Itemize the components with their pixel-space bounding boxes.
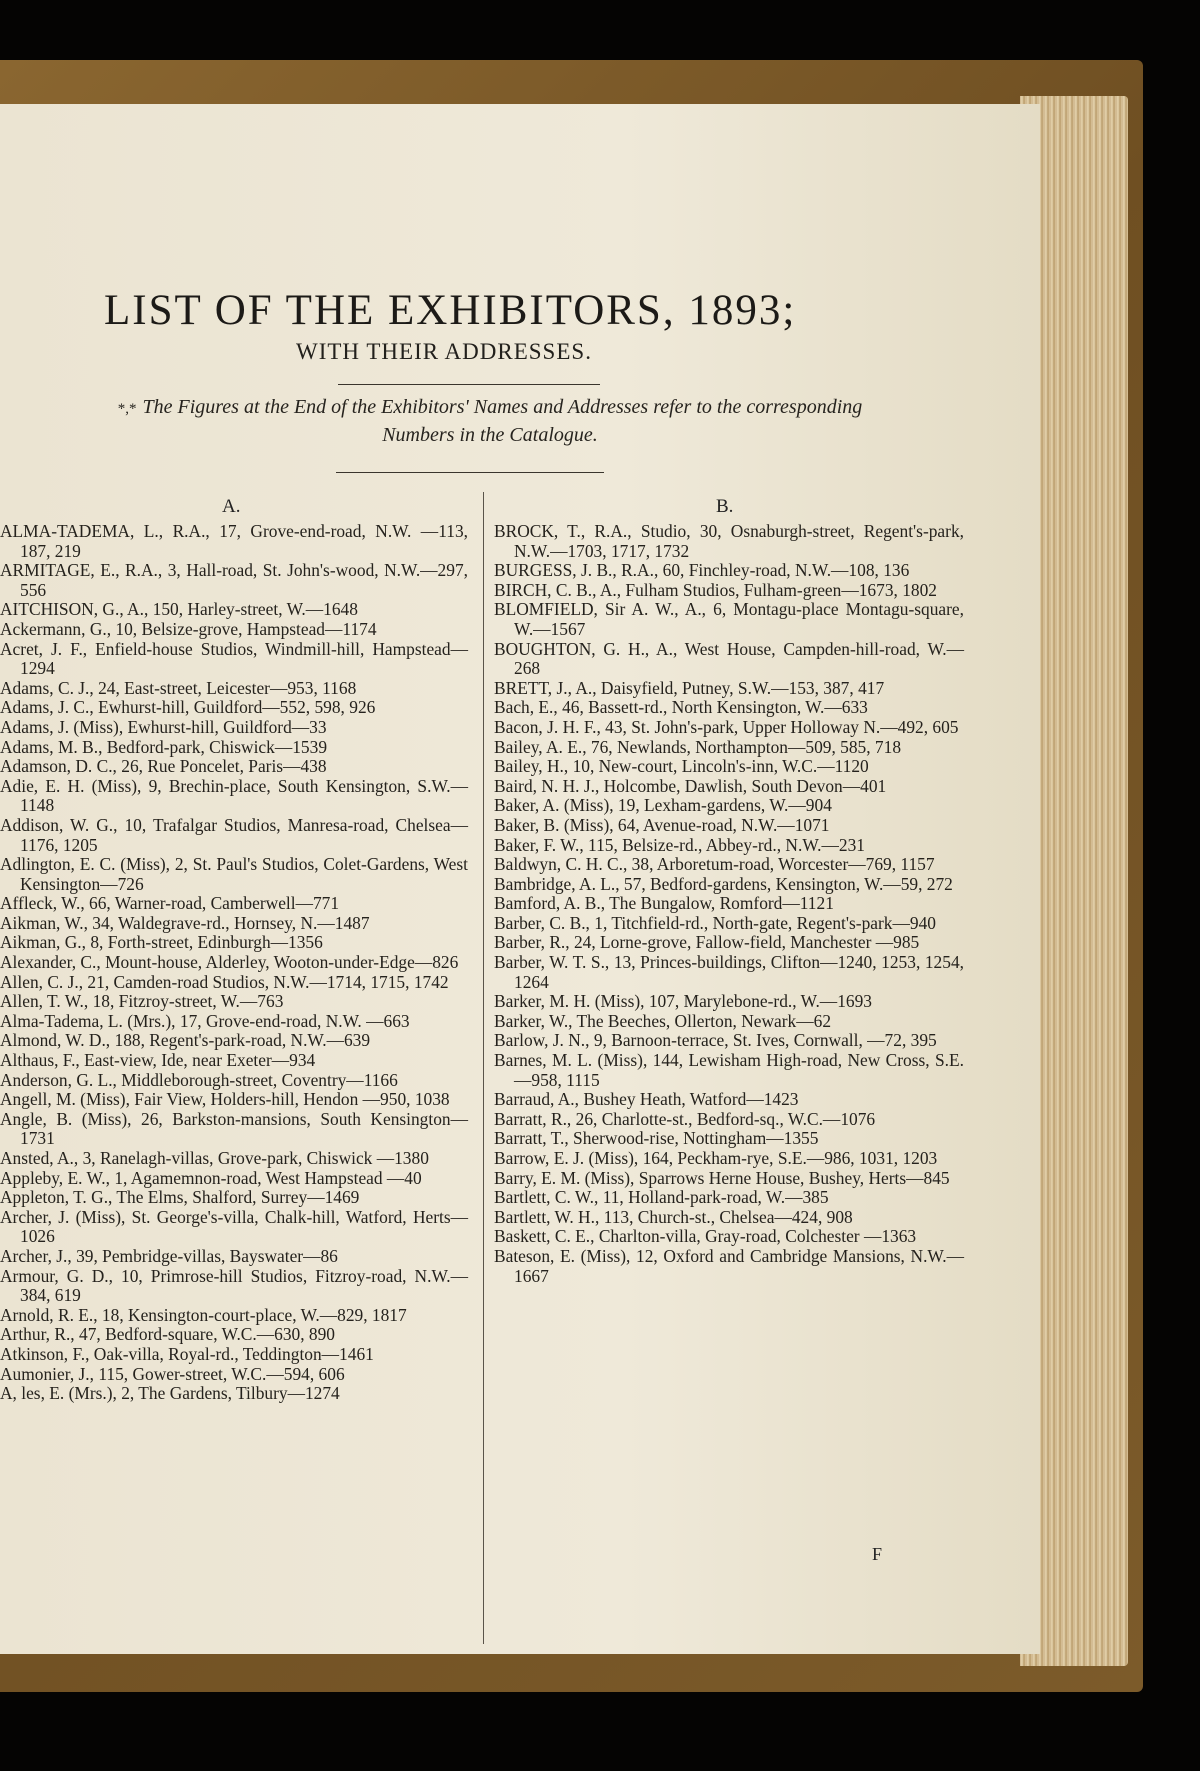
column-b bbox=[494, 522, 964, 1286]
exhibitor-entry: ARMITAGE, E., R.A., 3, Hall-road, St. John's-wood, N.W.—297, 556 bbox=[0, 560, 468, 600]
exhibitor-entry: Barratt, T., Sherwood-rise, Nottingham—1355 bbox=[494, 1128, 819, 1149]
exhibitor-entry: Barker, M. H. (Miss), 107, Marylebone-rd., W.—1693 bbox=[494, 991, 872, 1012]
exhibitor-entry: Aikman, W., 34, Waldegrave-rd., Hornsey, N.—1487 bbox=[0, 912, 370, 933]
exhibitor-entry: Bamford, A. B., The Bungalow, Romford—1121 bbox=[494, 893, 834, 914]
page-subtitle: WITH THEIR ADDRESSES. bbox=[296, 339, 592, 364]
column-b-letter: B. bbox=[716, 496, 734, 517]
catalogue-note bbox=[0, 394, 980, 448]
exhibitor-entry: BROCK, T., R.A., Studio, 30, Osnaburgh-street, Regent's-park, N.W.—1703, 1717, 1732 bbox=[494, 521, 964, 561]
exhibitor-entry: Alexander, C., Mount-house, Alderley, Wooton-under-Edge—826 bbox=[0, 952, 459, 973]
exhibitor-entry: Affleck, W., 66, Warner-road, Camberwell—771 bbox=[0, 893, 340, 914]
exhibitor-entry: Archer, J., 39, Pembridge-villas, Bayswater—86 bbox=[0, 1245, 338, 1266]
exhibitor-entry: Armour, G. D., 10, Primrose-hill Studios, Fitzroy-road, N.W.—384, 619 bbox=[0, 1265, 468, 1306]
exhibitor-entry: Barrow, E. J. (Miss), 164, Peckham-rye, S.E.—986, 1031, 1203 bbox=[494, 1148, 938, 1168]
exhibitor-entry: Alma-Tadema, L. (Mrs.), 17, Grove-end-road, N.W. —663 bbox=[0, 1010, 410, 1031]
top-rule bbox=[338, 384, 600, 385]
exhibitor-entry: Aikman, G., 8, Forth-street, Edinburgh—1356 bbox=[0, 932, 323, 953]
exhibitor-entry: Adams, J. (Miss), Ewhurst-hill, Guildford—33 bbox=[0, 716, 327, 737]
exhibitor-entry: Adamson, D. C., 26, Rue Poncelet, Paris—438 bbox=[0, 756, 327, 777]
exhibitor-entry: Arnold, R. E., 18, Kensington-court-place, W.—829, 1817 bbox=[0, 1304, 407, 1325]
exhibitor-entry: Ansted, A., 3, Ranelagh-villas, Grove-park, Chiswick —1380 bbox=[0, 1148, 429, 1168]
exhibitor-entry: Arthur, R., 47, Bedford-square, W.C.—630, 890 bbox=[0, 1324, 336, 1345]
note-line-2: Numbers in the Catalogue. bbox=[382, 424, 598, 446]
exhibitor-entry: Barker, W., The Beeches, Ollerton, Newark—62 bbox=[494, 1010, 832, 1031]
exhibitor-entry: Baird, N. H. J., Holcombe, Dawlish, South Devon—401 bbox=[494, 775, 887, 796]
note-mark: *,* bbox=[117, 401, 137, 417]
exhibitor-entry: BURGESS, J. B., R.A., 60, Finchley-road, N.W.—108, 136 bbox=[494, 560, 910, 581]
exhibitor-entry: A, les, E. (Mrs.), 2, The Gardens, Tilbury—1274 bbox=[0, 1383, 340, 1404]
exhibitor-entry: Appleby, E. W., 1, Agamemnon-road, West Hampstead —40 bbox=[0, 1167, 422, 1188]
exhibitor-entry: Bambridge, A. L., 57, Bedford-gardens, Kensington, W.—59, 272 bbox=[494, 873, 953, 894]
exhibitor-entry: Addison, W. G., 10, Trafalgar Studios, Manresa-road, Chelsea—1176, 1205 bbox=[0, 814, 468, 855]
signature-mark: F bbox=[872, 1544, 883, 1564]
exhibitor-entry: Barber, W. T. S., 13, Princes-buildings, Clifton—1240, 1253, 1254, 1264 bbox=[494, 952, 964, 992]
exhibitor-entry: Bacon, J. H. F., 43, St. John's-park, Upper Holloway N.—492, 605 bbox=[494, 716, 959, 737]
exhibitor-entry: Aumonier, J., 115, Gower-street, W.C.—594, 606 bbox=[0, 1363, 345, 1384]
note-line-1: The Figures at the End of the Exhibitors' Names and Addresses refer to the corresponding bbox=[142, 396, 863, 418]
exhibitor-entry: Angle, B. (Miss), 26, Barkston-mansions, South Kensington—1731 bbox=[0, 1108, 468, 1149]
page-title: LIST OF THE EXHIBITORS, 1893; bbox=[104, 287, 797, 334]
exhibitor-entry: Althaus, F., East-view, Ide, near Exeter—934 bbox=[0, 1050, 316, 1071]
exhibitor-entry: Barlow, J. N., 9, Barnoon-terrace, St. Ives, Cornwall, —72, 395 bbox=[494, 1030, 937, 1051]
exhibitor-entry: Barber, R., 24, Lorne-grove, Fallow-field, Manchester —985 bbox=[494, 932, 920, 953]
exhibitor-entry: Bailey, H., 10, New-court, Lincoln's-inn, W.C.—1120 bbox=[494, 756, 869, 777]
exhibitor-entry: Adams, J. C., Ewhurst-hill, Guildford—552, 598, 926 bbox=[0, 697, 376, 718]
exhibitor-entry: Baker, A. (Miss), 19, Lexham-gardens, W.—904 bbox=[494, 795, 832, 816]
exhibitor-entry: AITCHISON, G., A., 150, Harley-street, W.—1648 bbox=[0, 599, 358, 620]
exhibitor-entry: BOUGHTON, G. H., A., West House, Campden-hill-road, W.—268 bbox=[494, 638, 964, 679]
exhibitor-entry: Bateson, E. (Miss), 12, Oxford and Cambridge Mansions, N.W.—1667 bbox=[494, 1245, 964, 1286]
exhibitor-entry: Atkinson, F., Oak-villa, Royal-rd., Teddington—1461 bbox=[0, 1343, 374, 1364]
exhibitor-entry: Bartlett, C. W., 11, Holland-park-road, W.—385 bbox=[494, 1187, 829, 1208]
exhibitor-entry: Barratt, R., 26, Charlotte-st., Bedford-sq., W.C.—1076 bbox=[494, 1108, 876, 1129]
exhibitor-entry: Barber, C. B., 1, Titchfield-rd., North-gate, Regent's-park—940 bbox=[494, 912, 936, 933]
exhibitor-entry: Acret, J. F., Enfield-house Studios, Windmill-hill, Hampstead—1294 bbox=[0, 638, 468, 679]
exhibitor-entry: Baker, B. (Miss), 64, Avenue-road, N.W.—1071 bbox=[494, 814, 830, 835]
exhibitor-entry: Ackermann, G., 10, Belsize-grove, Hampstead—1174 bbox=[0, 618, 377, 639]
column-a-letter: A. bbox=[222, 496, 241, 517]
book-page bbox=[0, 104, 1040, 1654]
exhibitor-entry: Barry, E. M. (Miss), Sparrows Herne House, Bushey, Herts—845 bbox=[494, 1167, 950, 1188]
exhibitor-entry: Adams, C. J., 24, East-street, Leicester—953, 1168 bbox=[0, 677, 357, 698]
exhibitor-entry: Allen, C. J., 21, Camden-road Studios, N.W.—1714, 1715, 1742 bbox=[0, 971, 449, 992]
exhibitor-entry: Adie, E. H. (Miss), 9, Brechin-place, South Kensington, S.W.—1148 bbox=[0, 775, 468, 816]
exhibitor-entry: Barnes, M. L. (Miss), 144, Lewisham High-road, New Cross, S.E.—958, 1115 bbox=[494, 1050, 964, 1090]
exhibitor-entry: Angell, M. (Miss), Fair View, Holders-hill, Hendon —950, 1038 bbox=[0, 1089, 450, 1110]
exhibitor-entry: Baldwyn, C. H. C., 38, Arboretum-road, Worcester—769, 1157 bbox=[494, 854, 935, 875]
column-a bbox=[0, 522, 468, 1404]
column-divider bbox=[483, 492, 484, 1644]
exhibitor-entry: Appleton, T. G., The Elms, Shalford, Surrey—1469 bbox=[0, 1187, 360, 1208]
exhibitor-entry: Baskett, C. E., Charlton-villa, Gray-road, Colchester —1363 bbox=[494, 1226, 917, 1247]
exhibitor-entry: ALMA-TADEMA, L., R.A., 17, Grove-end-road, N.W. —113, 187, 219 bbox=[0, 521, 468, 561]
exhibitor-entry: BLOMFIELD, Sir A. W., A., 6, Montagu-place Montagu-square, W.—1567 bbox=[494, 599, 964, 639]
exhibitor-entry: Archer, J. (Miss), St. George's-villa, Chalk-hill, Watford, Herts—1026 bbox=[0, 1206, 468, 1247]
exhibitor-entry: Anderson, G. L., Middleborough-street, Coventry—1166 bbox=[0, 1069, 398, 1090]
exhibitor-entry: Adlington, E. C. (Miss), 2, St. Paul's Studios, Colet-Gardens, West Kensington—726 bbox=[0, 854, 468, 894]
exhibitor-entry: Bailey, A. E., 76, Newlands, Northampton—509, 585, 718 bbox=[494, 736, 902, 757]
exhibitor-entry: Allen, T. W., 18, Fitzroy-street, W.—763 bbox=[0, 991, 284, 1012]
exhibitor-entry: BIRCH, C. B., A., Fulham Studios, Fulham-green—1673, 1802 bbox=[494, 579, 937, 600]
exhibitor-entry: Adams, M. B., Bedford-park, Chiswick—1539 bbox=[0, 736, 328, 757]
exhibitor-entry: Baker, F. W., 115, Belsize-rd., Abbey-rd., N.W.—231 bbox=[494, 834, 865, 855]
exhibitor-entry: Bartlett, W. H., 113, Church-st., Chelsea—424, 908 bbox=[494, 1206, 853, 1227]
exhibitor-entry: BRETT, J., A., Daisyfield, Putney, S.W.—153, 387, 417 bbox=[494, 677, 885, 698]
exhibitor-entry: Barraud, A., Bushey Heath, Watford—1423 bbox=[494, 1089, 799, 1110]
bottom-rule bbox=[336, 472, 604, 473]
exhibitor-entry: Bach, E., 46, Bassett-rd., North Kensington, W.—633 bbox=[494, 697, 868, 718]
exhibitor-entry: Almond, W. D., 188, Regent's-park-road, N.W.—639 bbox=[0, 1030, 371, 1051]
